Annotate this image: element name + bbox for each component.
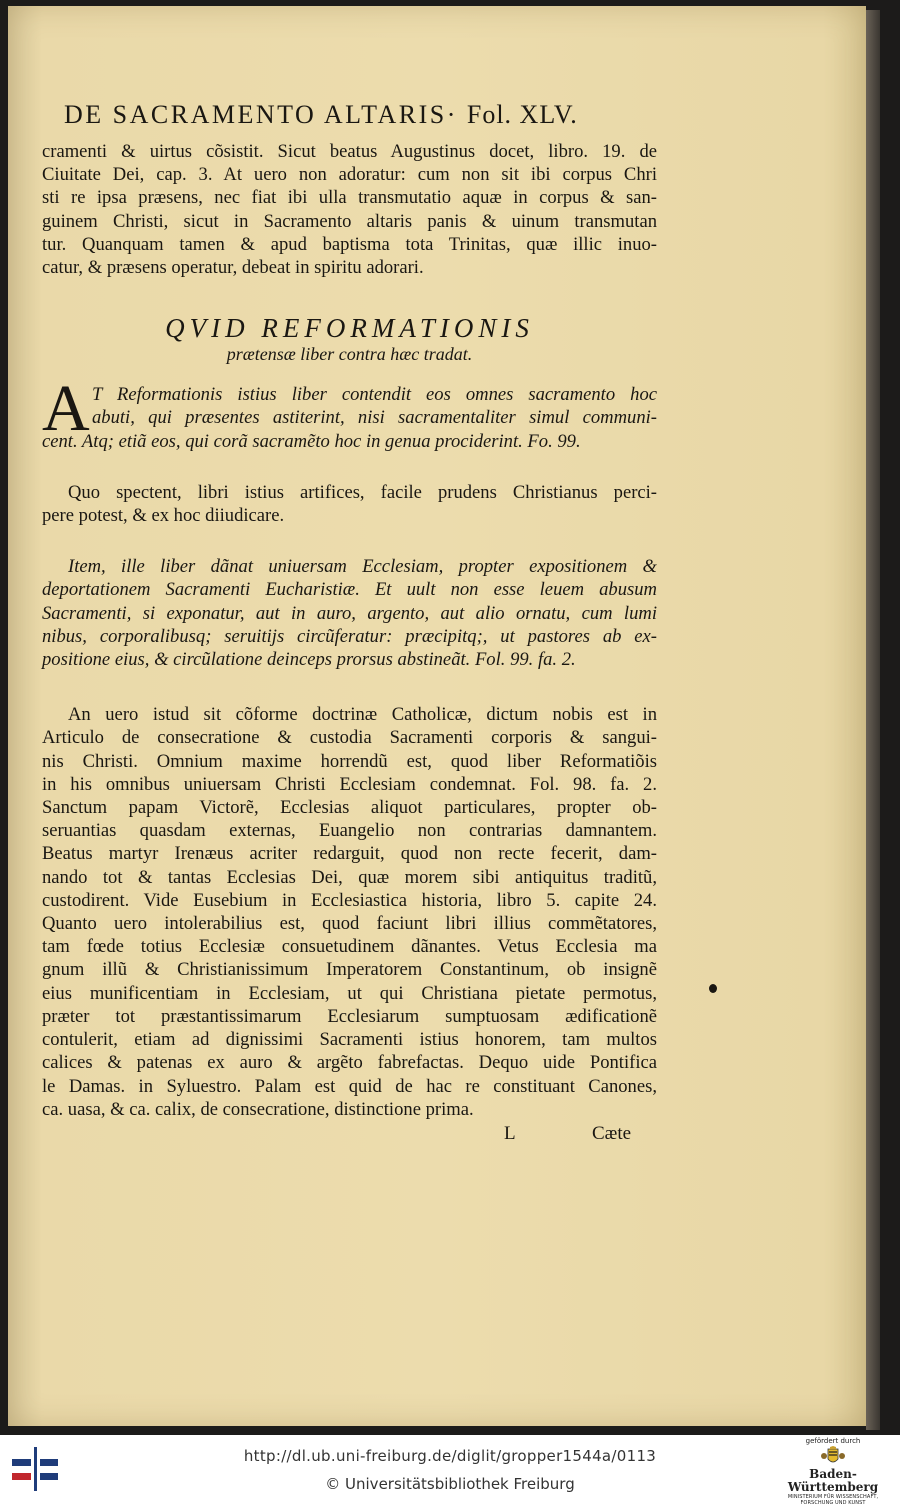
text-line: custodirent. Vide Eusebium in Ecclesiastica historia, libro 5. capite 24. — [42, 889, 657, 911]
section-heading-main: QVID REFORMATIONIS — [165, 313, 534, 344]
text-line: tur. Quanquam tamen & apud baptisma tota Trinitas, quæ illic inuo- — [42, 233, 657, 255]
text-line: sti re ipsa præsens, nec fiat ibi ulla transmutatio aquæ in corpus & san- — [42, 187, 657, 209]
permalink-url[interactable]: http://dl.ub.uni-freiburg.de/diglit/gropper1544a/0113 — [243, 1447, 657, 1465]
catchword-line — [42, 1121, 657, 1147]
text-line: tam fœde totius Ecclesiæ consuetudinem dãnantes. Vetus Ecclesia ma — [42, 936, 657, 958]
text-line: nis Christi. Omnium maxime horrendũ est, quod liber Reformatiõis — [42, 750, 657, 772]
text-line: cent. Atq; etiã eos, qui corã sacramẽto hoc in genua prociderint. Fo. 99. — [42, 430, 581, 452]
folio-number: Fol. XLV. — [466, 100, 578, 129]
running-head — [64, 100, 657, 140]
text-line: in his omnibus uniuersam Christi Ecclesiam condemnat. Fol. 98. fa. 2. — [42, 773, 657, 795]
sponsor-ministry: MINISTERIUM FÜR WISSENSCHAFT, FORSCHUNG UND KUNST — [787, 1494, 879, 1506]
copyright-notice: © Universitätsbibliothek Freiburg — [325, 1475, 575, 1493]
page-edge — [866, 10, 880, 1430]
text-line: nando tot & tantas Ecclesias Dei, quæ morem sibi antiquitus traditũ, — [42, 866, 657, 888]
text-line: catur, & præsens operatur, debeat in spiritu adorari. — [42, 257, 424, 279]
text-line: positione eius, & circũlatione deinceps prorsus abstineãt. Fol. 99. fa. 2. — [42, 649, 576, 671]
text-line: abuti, qui præsentes astiterint, nisi sacramentaliter simul communi- — [92, 407, 657, 429]
text-line: cramenti & uirtus cõsistit. Sicut beatus Augustinus docet, libro. 19. de — [42, 141, 657, 162]
text-line: contulerit, etiam ad dignissimi Sacramenti istius honorem, tam multos — [42, 1029, 657, 1051]
text-line: guinem Christi, sicut in Sacramento altaris panis & uinum transmutan — [42, 210, 657, 232]
text-line: Sacramenti, si exponatur, aut in auro, argento, aut alio ornatu, cum lumi — [42, 602, 657, 624]
paragraph-3 — [42, 481, 657, 527]
text-line: pere potest, & ex hoc diiudicare. — [42, 505, 285, 527]
text-line: eius munificentiam in Ecclesiam, ut qui Christiana pietate permotus, — [42, 982, 657, 1004]
catchword: Cæte — [592, 1122, 632, 1144]
section-heading-sub: prætensæ liber contra hæc tradat. — [226, 344, 473, 365]
text-line: Articulo de consecratione & custodia Sacramenti corporis & sangui- — [42, 727, 657, 749]
sponsor-name: Baden-Württemberg — [787, 1467, 879, 1494]
ink-dot — [709, 984, 717, 993]
text-line: An uero istud sit cõforme doctrinæ Catholicæ, dictum nobis est in — [68, 704, 657, 726]
paragraph-4 — [42, 555, 657, 671]
text-line: Item, ille liber dãnat uniuersam Ecclesiam, propter expositionem & — [68, 556, 657, 578]
running-head-title: DE SACRAMENTO ALTARIS· — [64, 100, 458, 129]
sponsor-label: gefördert durch — [805, 1437, 861, 1445]
text-line: gnum illũ & Christianissimum Imperatorem Constantinum, ob insignẽ — [42, 959, 657, 981]
text-line: calices & patenas ex auro & argẽto fabrefactas. Dequo uide Pontifica — [42, 1052, 657, 1074]
paragraph-1 — [42, 140, 657, 279]
page-text — [42, 100, 657, 1147]
text-line: Beatus martyr Irenæus acriter redarguit, quod non recte fecerit, dam- — [42, 843, 657, 865]
drop-cap: A — [42, 372, 90, 446]
text-line: deportationem Sacramenti Eucharistiæ. Et uult non esse leuem abusum — [42, 579, 657, 601]
paragraph-5 — [42, 703, 657, 1121]
text-line: seruantias quasdam externas, Euangelio non contrarias damnantem. — [42, 820, 657, 842]
text-line: le Damas. in Syluestro. Palam est quid de hac re constituant Canones, — [42, 1075, 657, 1097]
text-line: præter tot præstantissimarum Ecclesiarum sumptuosam ædificationẽ — [42, 1005, 657, 1027]
text-line: T Reformationis istius liber contendit eos omnes sacramento hoc — [92, 384, 657, 406]
sponsor-block — [774, 1437, 892, 1506]
text-line: Quo spectent, libri istius artifices, facile prudens Christianus perci- — [68, 481, 657, 503]
text-line: ca. uasa, & ca. calix, de consecratione, distinctione prima. — [42, 1098, 474, 1120]
text-line: Sanctum papam Victorẽ, Ecclesias aliquot particulares, propter ob- — [42, 797, 657, 819]
coat-of-arms-icon — [819, 1446, 847, 1468]
paragraph-2 — [42, 372, 657, 453]
text-line: Ciuitate Dei, cap. 3. At uero non adoratur: cum non sit ibi corpus Chri — [42, 164, 657, 186]
viewer-footer — [0, 1435, 900, 1506]
section-heading — [42, 313, 657, 365]
signature-mark: L — [504, 1122, 516, 1144]
text-line: nibus, corporalibusq; seruitijs circũferatur: præcipitq;, ut pastores ab ex- — [42, 625, 657, 647]
text-line: Quanto uero intolerabilius est, quod faciunt libri illius commẽtatores, — [42, 913, 657, 935]
